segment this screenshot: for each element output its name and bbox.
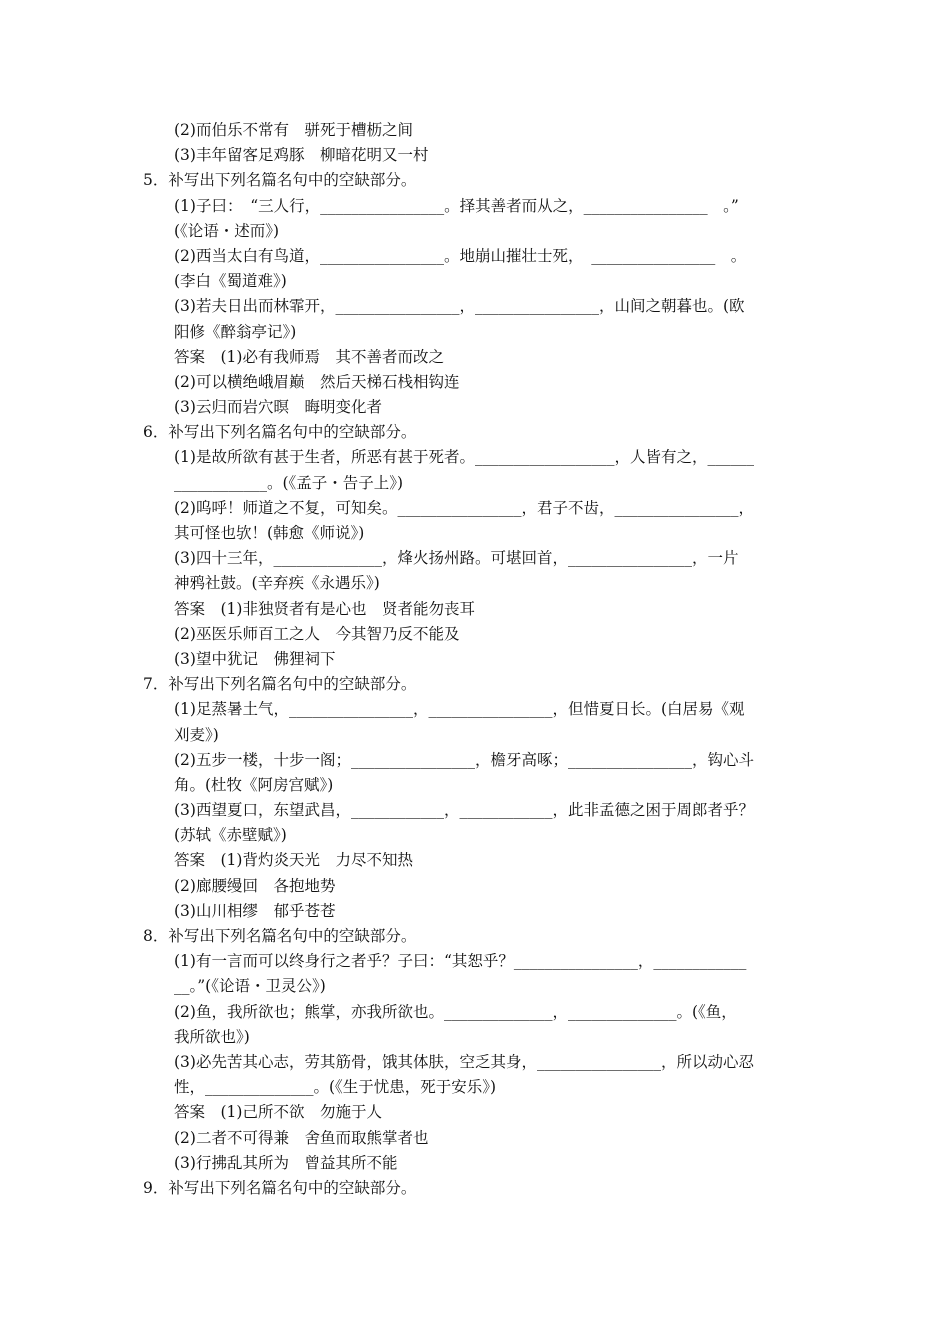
text-line: (苏轼《赤壁赋》): [174, 826, 287, 845]
text-line: 答案 (1)背灼炎天光 力尽不知热: [174, 851, 413, 870]
text-line: (3)望中犹记 佛狸祠下: [174, 649, 336, 668]
text-line: (1)是故所欲有甚于生者，所恶有甚于死者。__________________，人皆有之，______: [174, 448, 754, 467]
text-line: 答案 (1)己所不欲 勿施于人: [174, 1103, 382, 1122]
text-line: (3)西望夏口，东望武昌，____________，____________，此非孟德之困于周郎者乎？: [174, 801, 754, 820]
text-line: 性，______________。(《生于忧患，死于安乐》): [174, 1078, 497, 1097]
text-line: 其可怪也欤！(韩愈《师说》): [174, 524, 365, 542]
text-line: (2)呜呼！师道之不复，可知矣。________________，君子不齿，________________，: [174, 498, 754, 517]
text-line: (3)丰年留客足鸡豚 柳暗花明又一村: [174, 146, 429, 165]
text-line: (3)行拂乱其所为 曾益其所不能: [174, 1153, 398, 1172]
question-heading: 9．补写出下列名篇名句中的空缺部分。: [143, 1178, 417, 1197]
text-line: (2)五步一楼，十步一阁；________________，檐牙高啄；________________，钩心斗: [174, 750, 754, 769]
text-line: (3)必先苦其心志，劳其筋骨，饿其体肤，空乏其身，________________，所以动心忍: [174, 1052, 754, 1071]
text-line: (2)西当太白有鸟道，________________。地崩山摧壮士死， ________________ 。: [174, 246, 747, 265]
text-line: (1)子曰： “三人行，________________。择其善者而从之，________________ 。”: [174, 196, 739, 215]
text-line: (3)若夫日出而林霏开，________________，________________，山间之朝暮也。(欧: [174, 297, 745, 316]
text-line: 答案 (1)非独贤者有是心也 贤者能勿丧耳: [174, 599, 475, 618]
text-line: (李白《蜀道难》): [174, 272, 287, 291]
text-line: 阳修《醉翁亭记》): [174, 322, 297, 341]
text-line: (《论语・述而》): [174, 221, 280, 240]
text-line: 神鸦社鼓。(辛弃疾《永遇乐》): [174, 574, 380, 593]
text-line: (3)四十三年，______________，烽火扬州路。可堪回首，________________，一片: [174, 549, 739, 568]
text-line: 角。(杜牧《阿房宫赋》): [174, 775, 334, 794]
text-line: 答案 (1)必有我师焉 其不善者而改之: [174, 347, 444, 366]
text-line: (2)而伯乐不常有 骈死于槽枥之间: [174, 121, 413, 139]
document-body: [143, 118, 811, 1201]
text-line: 我所欲也》): [174, 1027, 250, 1046]
question-heading: 7．补写出下列名篇名句中的空缺部分。: [143, 675, 417, 694]
text-line: (2)巫医乐师百工之人 今其智乃反不能及: [174, 624, 460, 643]
text-line: ____________。(《孟子・告子上》): [174, 473, 404, 492]
text-line: (2)可以横绝峨眉巅 然后天梯石栈相钩连: [174, 372, 460, 391]
text-line: (2)廊腰缦回 各抱地势: [174, 876, 336, 895]
question-heading: 8．补写出下列名篇名句中的空缺部分。: [143, 927, 417, 945]
text-line: 刈麦》): [174, 725, 219, 744]
text-line: (3)云归而岩穴暝 晦明变化者: [174, 398, 382, 417]
text-line: (1)有一言而可以终身行之者乎？子曰：“其恕乎？________________，____________: [174, 952, 747, 971]
text-line: (2)鱼，我所欲也；熊掌，亦我所欲也。______________，______________。(《鱼，: [174, 1002, 737, 1021]
text-line: (2)二者不可得兼 舍鱼而取熊掌者也: [174, 1128, 429, 1147]
text-line: (1)足蒸暑土气，________________，________________，但惜夏日长。(白居易《观: [174, 700, 745, 719]
text-line: (3)山川相缪 郁乎苍苍: [174, 901, 336, 920]
text-line: __。”(《论语・卫灵公》): [174, 977, 326, 996]
question-heading: 5．补写出下列名篇名句中的空缺部分。: [143, 171, 417, 190]
question-heading: 6．补写出下列名篇名句中的空缺部分。: [143, 423, 417, 442]
